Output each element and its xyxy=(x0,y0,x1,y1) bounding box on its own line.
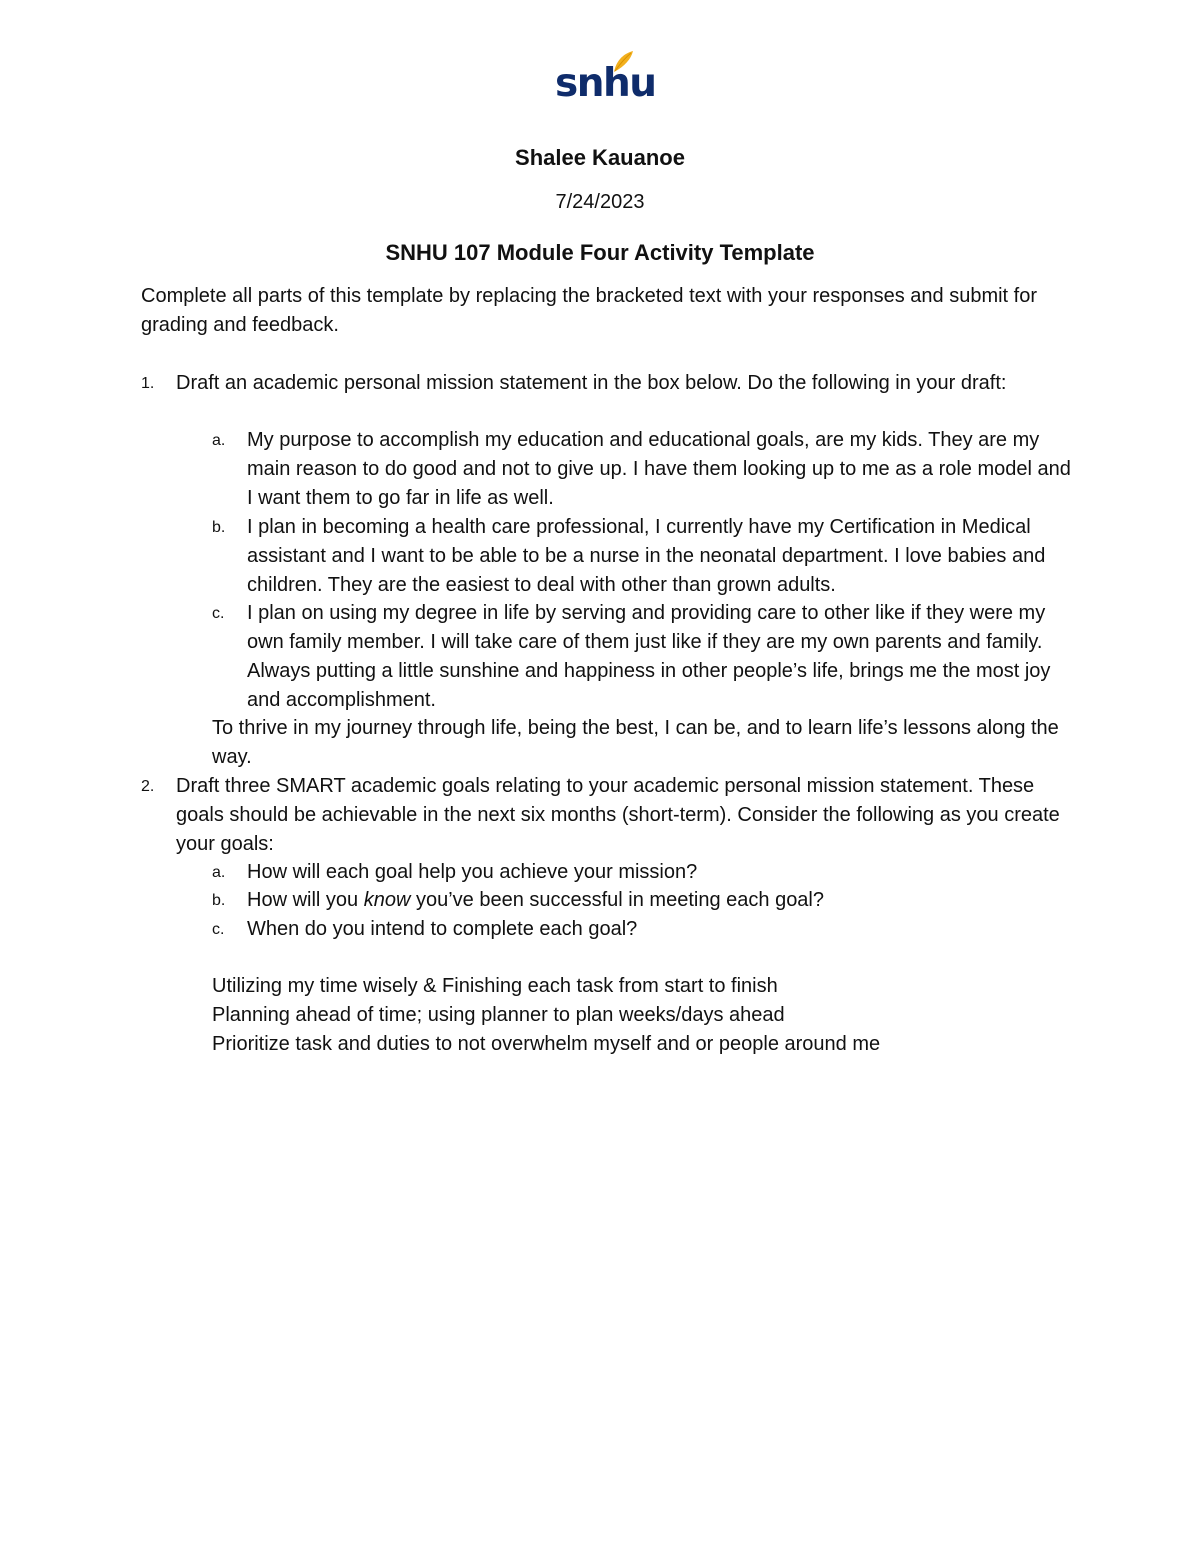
purpose-response: My purpose to accomplish my education and educational goals, are my kids. They are my main reason to do good and not to give up. I have them looking up to me as a role model and I want them to go far in life as well. xyxy=(247,429,1071,509)
student-name: Shalee Kauanoe xyxy=(515,145,685,170)
list-item-2-text: Draft three SMART academic goals relating to your academic personal mission statement. These goals should be achievable in the next six months (short-term). Consider the following as you create your goals: xyxy=(176,775,1060,855)
goal-question-c: When do you intend to complete each goal? xyxy=(247,918,638,940)
goal-3: Prioritize task and duties to not overwhelm myself and or people around me xyxy=(212,1033,881,1055)
list-item-1-text: Draft an academic personal mission statement in the box below. Do the following in your draft: xyxy=(176,372,1007,394)
document-date: 7/24/2023 xyxy=(555,191,645,213)
degree-use-response: I plan on using my degree in life by serving and providing care to other like if they were my own family member. I will take care of them just like if they are my own parents and family. Always putting a little sunshine and happiness in other people’s life, brings me the most joy and accomplishment. xyxy=(247,602,1051,711)
goal-1: Utilizing my time wisely & Finishing each task from start to finish xyxy=(212,975,778,997)
list-marker-1: 1. xyxy=(141,375,155,392)
career-response: I plan in becoming a health care professional, I currently have my Certification in Medical assistant and I want to be able to be a nurse in the neonatal department. I love babies and children. They are the easiest to deal with other than grown adults. xyxy=(247,516,1046,596)
sublist-marker-1b: b. xyxy=(212,519,226,536)
snhu-logo xyxy=(555,50,656,110)
page-title: SNHU 107 Module Four Activity Template xyxy=(385,240,815,265)
sublist-marker-2c: c. xyxy=(212,921,225,938)
goal-question-b-end: you’ve been successful in meeting each goal? xyxy=(410,889,824,911)
leaf-icon xyxy=(612,50,634,74)
logo-text: snhu xyxy=(555,61,656,106)
sublist-marker-2b: b. xyxy=(212,892,226,909)
goal-question-b-start: How will you xyxy=(247,889,364,911)
mission-statement: To thrive in my journey through life, being the best, I can be, and to learn life’s lessons along the way. xyxy=(212,717,1059,768)
intro-paragraph: Complete all parts of this template by replacing the bracketed text with your responses and submit for grading and feedback. xyxy=(141,285,1038,336)
goal-2: Planning ahead of time; using planner to plan weeks/days ahead xyxy=(212,1004,785,1026)
goal-question-a: How will each goal help you achieve your mission? xyxy=(247,861,698,883)
goal-question-b xyxy=(247,886,1077,915)
sublist-marker-1a: a. xyxy=(212,432,226,449)
list-marker-2: 2. xyxy=(141,778,155,795)
sublist-marker-2a: a. xyxy=(212,864,226,881)
goal-question-b-emphasis: know xyxy=(363,889,411,911)
sublist-marker-1c: c. xyxy=(212,605,225,622)
